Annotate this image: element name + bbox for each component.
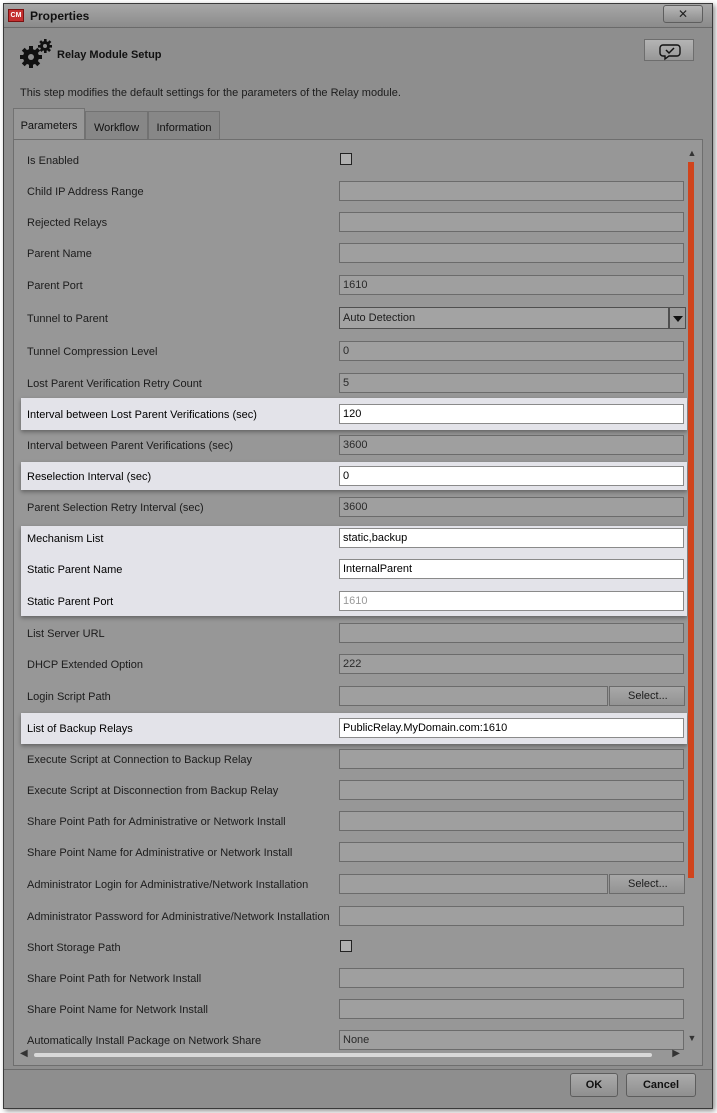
param-label: Tunnel to Parent <box>27 313 108 325</box>
tab-workflow[interactable]: Workflow <box>85 111 148 139</box>
scroll-down-icon[interactable]: ▼ <box>687 1033 697 1043</box>
close-button[interactable]: ✕ <box>663 5 703 23</box>
param-label: Login Script Path <box>27 691 111 703</box>
tunnel-to-parent-select[interactable]: Auto Detection <box>339 307 669 329</box>
param-label: Parent Port <box>27 280 83 292</box>
auto-install-input[interactable]: None <box>339 1030 684 1050</box>
share-path-admin-input[interactable] <box>339 811 684 831</box>
param-label: Is Enabled <box>27 155 79 167</box>
param-label: Share Point Path for Network Install <box>27 973 202 985</box>
login-script-select-button[interactable]: Select... <box>609 686 685 706</box>
param-label: Mechanism List <box>27 533 104 545</box>
parameters-panel <box>13 139 703 1066</box>
param-label: DHCP Extended Option <box>27 659 143 671</box>
param-label: Interval between Lost Parent Verifications (sec) <box>27 409 257 421</box>
param-label: Share Point Path for Administrative or Network Install <box>27 816 286 828</box>
step-header <box>4 29 712 109</box>
chevron-down-icon[interactable] <box>669 307 686 329</box>
tab-parameters[interactable]: Parameters <box>13 108 85 139</box>
interval-parent-input[interactable]: 3600 <box>339 435 684 455</box>
parent-port-input[interactable]: 1610 <box>339 275 684 295</box>
parent-name-input[interactable] <box>339 243 684 263</box>
gears-icon <box>18 38 54 70</box>
param-label: List of Backup Relays <box>27 723 133 735</box>
dhcp-option-input[interactable]: 222 <box>339 654 684 674</box>
static-parent-name-input[interactable]: InternalParent <box>339 559 684 579</box>
param-label: Execute Script at Connection to Backup Relay <box>27 754 253 766</box>
share-path-network-input[interactable] <box>339 968 684 988</box>
exec-connect-script-input[interactable] <box>339 749 684 769</box>
window-title: Properties <box>30 9 90 23</box>
param-label: Share Point Name for Administrative or Network Install <box>27 847 293 859</box>
parent-selection-retry-input[interactable]: 3600 <box>339 497 684 517</box>
param-label: Share Point Name for Network Install <box>27 1004 208 1016</box>
is-enabled-checkbox[interactable] <box>340 153 352 165</box>
lost-parent-retry-input[interactable]: 5 <box>339 373 684 393</box>
cancel-button[interactable]: Cancel <box>626 1073 696 1097</box>
footer-divider <box>4 1069 712 1070</box>
admin-login-input[interactable] <box>339 874 608 894</box>
param-label: Automatically Install Package on Network Share <box>27 1035 262 1047</box>
help-button[interactable] <box>644 39 694 61</box>
param-label: Static Parent Port <box>27 596 114 608</box>
vertical-scrollbar[interactable] <box>686 148 698 1043</box>
admin-password-input[interactable] <box>339 906 684 926</box>
param-label: List Server URL <box>27 628 105 640</box>
child-ip-range-input[interactable] <box>339 181 684 201</box>
backup-relays-input[interactable]: PublicRelay.MyDomain.com:1610 <box>339 718 684 738</box>
reselection-interval-input[interactable]: 0 <box>339 466 684 486</box>
mechanism-list-input[interactable]: static,backup <box>339 528 684 548</box>
param-label: Interval between Parent Verifications (sec) <box>27 440 234 452</box>
properties-window <box>3 3 713 1109</box>
param-label: Parent Name <box>27 248 92 260</box>
param-label: Short Storage Path <box>27 942 121 954</box>
scroll-right-icon[interactable]: ▶ <box>672 1048 680 1059</box>
share-name-admin-input[interactable] <box>339 842 684 862</box>
static-parent-port-input[interactable]: 1610 <box>339 591 684 611</box>
list-server-url-input[interactable] <box>339 623 684 643</box>
scroll-thumb[interactable] <box>688 162 694 878</box>
param-label: Parent Selection Retry Interval (sec) <box>27 502 204 514</box>
param-label: Static Parent Name <box>27 564 123 576</box>
title-bar[interactable] <box>4 4 712 28</box>
interval-lost-parent-input[interactable]: 120 <box>339 404 684 424</box>
param-label: Lost Parent Verification Retry Count <box>27 378 202 390</box>
param-label: Tunnel Compression Level <box>27 346 158 358</box>
app-logo-icon: CM <box>8 9 24 22</box>
param-label: Child IP Address Range <box>27 186 144 198</box>
setup-title: Relay Module Setup <box>57 49 162 61</box>
login-script-path-input[interactable] <box>339 686 608 706</box>
chat-check-icon <box>645 40 695 62</box>
exec-disconnect-script-input[interactable] <box>339 780 684 800</box>
horizontal-scrollbar[interactable] <box>16 1048 684 1060</box>
rejected-relays-input[interactable] <box>339 212 684 232</box>
param-label: Execute Script at Disconnection from Backup Relay <box>27 785 279 797</box>
param-label: Rejected Relays <box>27 217 108 229</box>
short-storage-checkbox[interactable] <box>340 940 352 952</box>
admin-login-select-button[interactable]: Select... <box>609 874 685 894</box>
param-label: Administrator Login for Administrative/Network Installation <box>27 879 309 891</box>
step-description: This step modifies the default settings for the parameters of the Relay module. <box>20 87 401 99</box>
tunnel-compression-input[interactable]: 0 <box>339 341 684 361</box>
ok-button[interactable]: OK <box>570 1073 618 1097</box>
share-name-network-input[interactable] <box>339 999 684 1019</box>
tab-information[interactable]: Information <box>148 111 220 139</box>
scroll-up-icon[interactable]: ▲ <box>687 148 697 158</box>
param-label: Administrator Password for Administrative/Network Installation <box>27 911 330 923</box>
param-label: Reselection Interval (sec) <box>27 471 152 483</box>
scroll-left-icon[interactable]: ◀ <box>20 1048 28 1059</box>
scroll-track[interactable] <box>34 1053 652 1057</box>
